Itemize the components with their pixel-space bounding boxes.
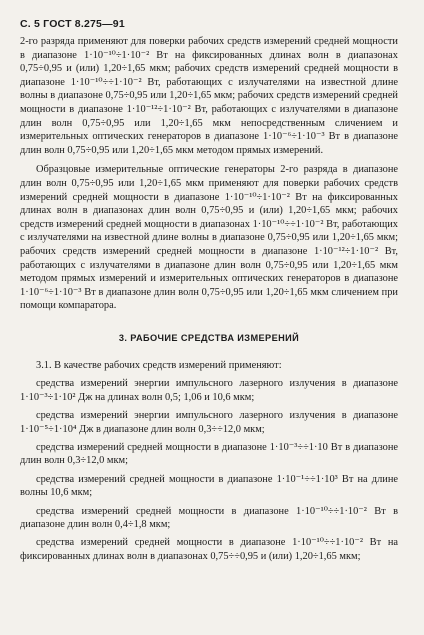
- list-item: средства измерений энергии импульсного лазерного излучения в диапазоне 1·10⁻³÷1·10² Дж на длинах волн 0,5; 1,06 и 10,6 мкм;: [20, 378, 398, 403]
- page-header: С. 5 ГОСТ 8.275—91: [20, 18, 125, 30]
- section-title: 3. РАБОЧИЕ СРЕДСТВА ИЗМЕРЕНИЙ: [118, 332, 300, 343]
- paragraph: 2-го разряда применяют для поверки рабочих средств измерений средней мощности в диапазоне 1·10⁻¹⁰÷1·10⁻² Вт на фиксированных длинах волн в диапазонах 0,75÷0,95 и (или) 1,20÷1,65 мкм; рабочих средств измерений средней мощности в диапазоне 1·10⁻¹⁰÷÷1·10⁻² Вт, работающих с излучателями на известной длине волны в диапазоне 0,75÷0,95 или 1,20÷1,65 мкм; рабочих средств измерений средней мощности в диапазоне 1·10⁻¹²÷1·10⁻² Вт, работающих с излучателями в диапазоне длин волн 0,75÷0,95 или 1,20÷1,65 мкм непосредственным сличением и измерительных оптических генераторов в диапазоне 1·10⁻⁶÷1·10⁻³ Вт в диапазоне длин волн 0,75÷0,95 или 1,20÷1,65 мкм методом прямых измерений.: [20, 36, 398, 156]
- section-intro: 3.1. В качестве рабочих средств измерений применяют:: [36, 359, 282, 371]
- list-item: средства измерений средней мощности в диапазоне 1·10⁻¹⁰÷÷1·10⁻² Вт в диапазоне длин волн 0,4÷1,8 мкм;: [20, 505, 398, 530]
- paragraph: Образцовые измерительные оптические генераторы 2-го разряда в диапазоне длин волн 0,75÷0,95 или 1,20÷1,65 мкм применяют для поверки рабочих средств измерений средней мощности в диапазоне 1·10⁻¹⁰÷1·10⁻² Вт на фиксированных длинах волн в диапазонах длин волн 0,75÷0,95 и (или) 1,20÷1,65 мкм; рабочих средств измерений средней мощности в диапазонах 1·10⁻¹⁰÷÷1·10⁻² Вт, работающих с излучателями на известной длине волны в диапазоне 0,75÷0,95 или 1,20÷1,65 мкм; рабочих средств измерений средней мощности в диапазоне 1·10⁻¹²÷1·10⁻² Вт, работающих с излучателями в диапазоне длин волн 0,75÷0,95 или 1,20÷1,65 мкм методом прямых измерений и измерительных оптических генераторов в диапазоне 1·10⁻⁶÷1·10⁻³ Вт в диапазоне длин волн 0,75÷0,95 или 1,20÷1,65 мкм сличением при помощи компаратора.: [20, 164, 398, 312]
- list-item: средства измерений энергии импульсного лазерного излучения в диапазоне 1·10⁻⁵÷1·10⁴ Дж в диапазоне длин волн 0,3÷÷12,0 мкм;: [20, 410, 398, 435]
- list-item: средства измерений средней мощности в диапазоне 1·10⁻¹⁰÷÷1·10⁻² Вт на фиксированных длинах волн в диапазонах 0,75÷÷0,95 и (или) 1,20÷1,65 мкм;: [20, 537, 398, 562]
- list-item: средства измерений средней мощности в диапазоне 1·10⁻³÷÷1·10 Вт в диапазоне длин волн 0,3÷12,0 мкм;: [20, 441, 398, 467]
- list-item: средства измерений средней мощности в диапазоне 1·10⁻¹÷÷1·10³ Вт на длине волны 10,6 мкм;: [20, 473, 398, 499]
